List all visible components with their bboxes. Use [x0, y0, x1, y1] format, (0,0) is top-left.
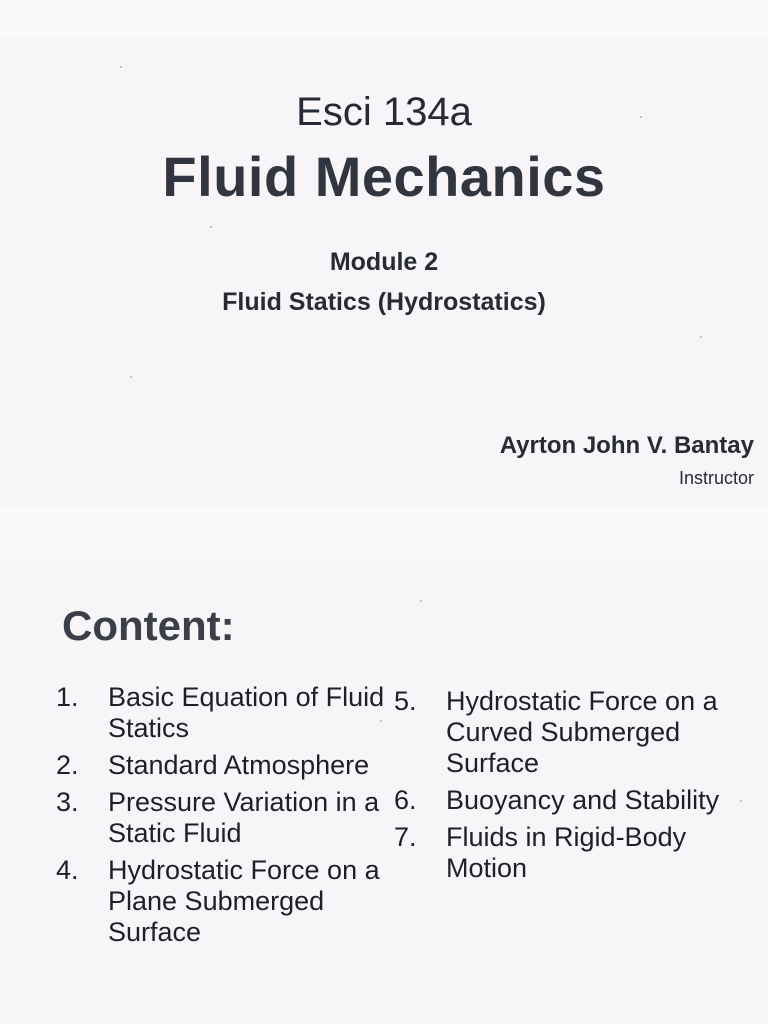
item-number: 5.: [394, 686, 417, 716]
content-slide: [0, 560, 768, 1024]
list-item: [394, 785, 754, 816]
course-code: Esci 134a: [296, 90, 472, 134]
item-text: Pressure Variation in a Static Fluid: [108, 787, 380, 848]
list-item: [56, 855, 392, 948]
course-name: Fluid Mechanics: [162, 145, 606, 208]
paper-speck: [210, 226, 212, 228]
paper-speck: [420, 600, 422, 602]
author-role: Instructor: [678, 468, 754, 488]
item-number: 4.: [56, 855, 79, 885]
item-number: 7.: [394, 822, 417, 852]
item-text: Hydrostatic Force on a Plane Submerged Surface: [108, 855, 380, 947]
paper-speck: [120, 66, 122, 68]
list-item: [56, 787, 392, 849]
item-text: Fluids in Rigid-Body Motion: [446, 822, 687, 883]
module-label: Module 2: [329, 248, 439, 276]
item-number: 6.: [394, 785, 417, 815]
title-slide: [0, 36, 768, 506]
list-item: [56, 682, 392, 744]
list-item: [394, 686, 754, 779]
paper-speck: [740, 800, 742, 802]
content-heading: Content:: [62, 602, 235, 649]
item-text: Hydrostatic Force on a Curved Submerged Surface: [446, 686, 718, 778]
list-item: [394, 822, 754, 884]
item-number: 1.: [56, 682, 79, 712]
item-text: Standard Atmosphere: [108, 750, 370, 780]
item-number: 2.: [56, 750, 79, 780]
module-title: Fluid Statics (Hydrostatics): [222, 288, 546, 316]
list-item: [56, 750, 392, 781]
paper-speck: [130, 376, 132, 378]
item-number: 3.: [56, 787, 79, 817]
author-name: Ayrton John V. Bantay: [499, 432, 754, 459]
item-text: Buoyancy and Stability: [446, 785, 720, 815]
toc-list-right: [394, 686, 754, 890]
paper-speck: [700, 336, 702, 338]
toc-list-left: [56, 682, 392, 954]
paper-speck: [640, 116, 642, 118]
item-text: Basic Equation of Fluid Statics: [108, 682, 385, 743]
paper-speck: [380, 720, 382, 722]
